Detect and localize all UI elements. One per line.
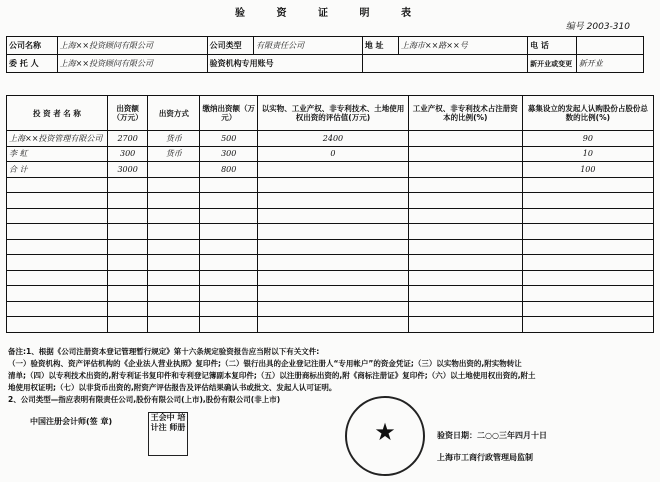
table-cell — [408, 239, 522, 255]
star-icon: ★ — [374, 418, 396, 446]
table-cell — [258, 317, 409, 333]
table-cell — [200, 255, 258, 271]
company-seal — [345, 396, 425, 476]
table-cell — [522, 177, 653, 193]
table-cell — [408, 286, 522, 302]
table-cell — [107, 177, 147, 193]
notes — [8, 346, 652, 406]
table-body — [7, 131, 654, 333]
table-row — [7, 131, 654, 147]
table-cell — [107, 317, 147, 333]
table-cell — [107, 193, 147, 209]
table-cell — [522, 224, 653, 240]
table-cell — [258, 177, 409, 193]
table-cell: 0 — [258, 146, 409, 162]
table-cell — [408, 255, 522, 271]
accountant-signature-label: 中国注册会计师(签 章) — [30, 417, 113, 426]
table-cell — [200, 208, 258, 224]
table-cell: 300 — [200, 146, 258, 162]
table-cell — [258, 193, 409, 209]
table-cell: 3000 — [107, 162, 147, 178]
table-cell — [408, 208, 522, 224]
table-cell — [258, 286, 409, 302]
table-row — [7, 224, 654, 240]
table-cell — [408, 317, 522, 333]
company-type-value: 有限责任公司 — [254, 37, 363, 55]
table-cell — [258, 208, 409, 224]
table-cell: 上海××投资管理有限公司 — [7, 131, 108, 147]
table-cell: 300 — [107, 146, 147, 162]
table-cell — [107, 239, 147, 255]
table-cell — [7, 224, 108, 240]
table-cell — [148, 270, 200, 286]
table-cell — [148, 255, 200, 271]
table-cell — [7, 208, 108, 224]
table-cell — [107, 301, 147, 317]
table-cell — [408, 224, 522, 240]
table-cell — [148, 286, 200, 302]
capital-table — [6, 95, 654, 333]
phone-label: 电 话 — [528, 37, 577, 55]
client-value: 上海××投资顾问有限公司 — [57, 55, 207, 73]
table-cell — [408, 270, 522, 286]
mode-value: 新开业 — [576, 55, 643, 73]
col-valuation: 以实物、工业产权、非专利技术、土地使用权出资的评估值(万元) — [258, 96, 409, 131]
table-cell — [148, 177, 200, 193]
address-value: 上海市××路××号 — [398, 37, 527, 55]
table-cell: 500 — [200, 131, 258, 147]
address-label: 地 址 — [362, 37, 398, 55]
table-row — [7, 208, 654, 224]
table-cell — [148, 317, 200, 333]
table-cell — [200, 286, 258, 302]
document-number: 编号 2003-310 — [565, 22, 630, 32]
table-cell — [200, 177, 258, 193]
table-cell — [258, 270, 409, 286]
table-cell: 2400 — [258, 131, 409, 147]
note-line: 清单;（四）以专利技术出资的,附专利证书复印件和专利登记簿副本复印件;（五）以注册商标出资的,附《商标注册证》复印件;（六）以土地使用权出资的,附土 — [8, 371, 536, 380]
bank-account-label: 验资机构专用账号 — [207, 55, 362, 73]
table-cell — [7, 239, 108, 255]
note-line: 地使用权证明;（七）以非货币出资的,附资产评估报告及评估结果确认书或批文、发起人认可证明。 — [8, 383, 337, 392]
col-paid: 缴纳出资额（万元） — [200, 96, 258, 131]
table-cell — [408, 193, 522, 209]
table-cell — [7, 270, 108, 286]
table-cell — [7, 177, 108, 193]
table-cell — [148, 208, 200, 224]
table-cell — [7, 301, 108, 317]
table-cell — [200, 224, 258, 240]
table-cell — [200, 270, 258, 286]
table-cell — [107, 270, 147, 286]
table-row — [7, 270, 654, 286]
col-ip-ratio: 工业产权、非专利技术占注册资本的比例(%) — [408, 96, 522, 131]
table-cell — [522, 239, 653, 255]
table-row — [7, 317, 654, 333]
table-cell — [107, 255, 147, 271]
table-cell — [200, 317, 258, 333]
table-cell — [408, 301, 522, 317]
note-line: 2、公司类型—指应表明有限责任公司,股份有限公司(上市),股份有限公司(非上市) — [8, 395, 281, 404]
table-cell — [408, 162, 522, 178]
table-cell — [7, 286, 108, 302]
table-row — [7, 146, 654, 162]
table-cell — [7, 255, 108, 271]
table-cell — [522, 286, 653, 302]
note-line: 备注:1、根据《公司注册资本登记管理暂行规定》第十六条规定验资报告应当附以下有关文件: — [8, 347, 320, 356]
table-cell — [7, 317, 108, 333]
table-cell — [200, 239, 258, 255]
table-cell: 800 — [200, 162, 258, 178]
table-cell — [522, 270, 653, 286]
table-row — [7, 193, 654, 209]
col-share-ratio: 募集设立的发起人认购股份占股份总数的比例(%) — [522, 96, 653, 131]
table-row — [7, 162, 654, 178]
table-row — [7, 177, 654, 193]
table-cell — [258, 162, 409, 178]
table-cell — [522, 255, 653, 271]
company-name-label: 公司名称 — [7, 37, 58, 55]
table-cell — [522, 208, 653, 224]
table-cell — [148, 301, 200, 317]
table-cell: 李 虹 — [7, 146, 108, 162]
accountant-seal: 王会中 培计注 师册 — [148, 412, 188, 456]
table-cell — [148, 239, 200, 255]
col-method: 出资方式 — [148, 96, 200, 131]
table-row — [7, 255, 654, 271]
table-cell: 货币 — [148, 146, 200, 162]
verification-date: 验资日期：二○○三年四月十日 — [437, 431, 547, 440]
table-cell — [7, 193, 108, 209]
table-cell — [107, 286, 147, 302]
table-cell: 货币 — [148, 131, 200, 147]
table-cell — [522, 317, 653, 333]
table-cell: 90 — [522, 131, 653, 147]
table-cell: 2700 — [107, 131, 147, 147]
table-cell — [522, 301, 653, 317]
table-row — [7, 301, 654, 317]
table-cell: 100 — [522, 162, 653, 178]
table-cell — [258, 301, 409, 317]
table-cell — [107, 224, 147, 240]
col-investor: 投 资 者 名 称 — [7, 96, 108, 131]
note-line: （一）验资机构、资产评估机构的《企业法人营业执照》复印件;（二）银行出具的企业登记注册人“专用帐户”的资金凭证;（三）以实物出资的,附实物转让 — [8, 359, 522, 368]
page-title: 验 资 证 明 表 — [235, 8, 425, 19]
table-row — [7, 286, 654, 302]
mode-label: 新开业或变更 — [528, 55, 577, 73]
table-cell — [148, 224, 200, 240]
table-cell — [148, 193, 200, 209]
table-cell — [200, 193, 258, 209]
table-cell — [258, 239, 409, 255]
table-cell — [408, 177, 522, 193]
issuer: 上海市工商行政管理局监制 — [437, 453, 533, 462]
phone-value — [576, 37, 643, 55]
table-cell — [148, 162, 200, 178]
table-cell — [408, 146, 522, 162]
table-cell — [258, 255, 409, 271]
header-table — [6, 36, 644, 73]
company-name-value: 上海××投资顾问有限公司 — [57, 37, 207, 55]
table-cell — [522, 193, 653, 209]
table-cell: 合 计 — [7, 162, 108, 178]
col-amount: 出资额（万元） — [107, 96, 147, 131]
table-cell — [200, 301, 258, 317]
table-cell — [107, 208, 147, 224]
client-label: 委 托 人 — [7, 55, 58, 73]
company-type-label: 公司类型 — [207, 37, 254, 55]
bank-account-value — [362, 55, 527, 73]
table-cell — [408, 131, 522, 147]
table-cell — [258, 224, 409, 240]
table-row — [7, 239, 654, 255]
table-cell: 10 — [522, 146, 653, 162]
